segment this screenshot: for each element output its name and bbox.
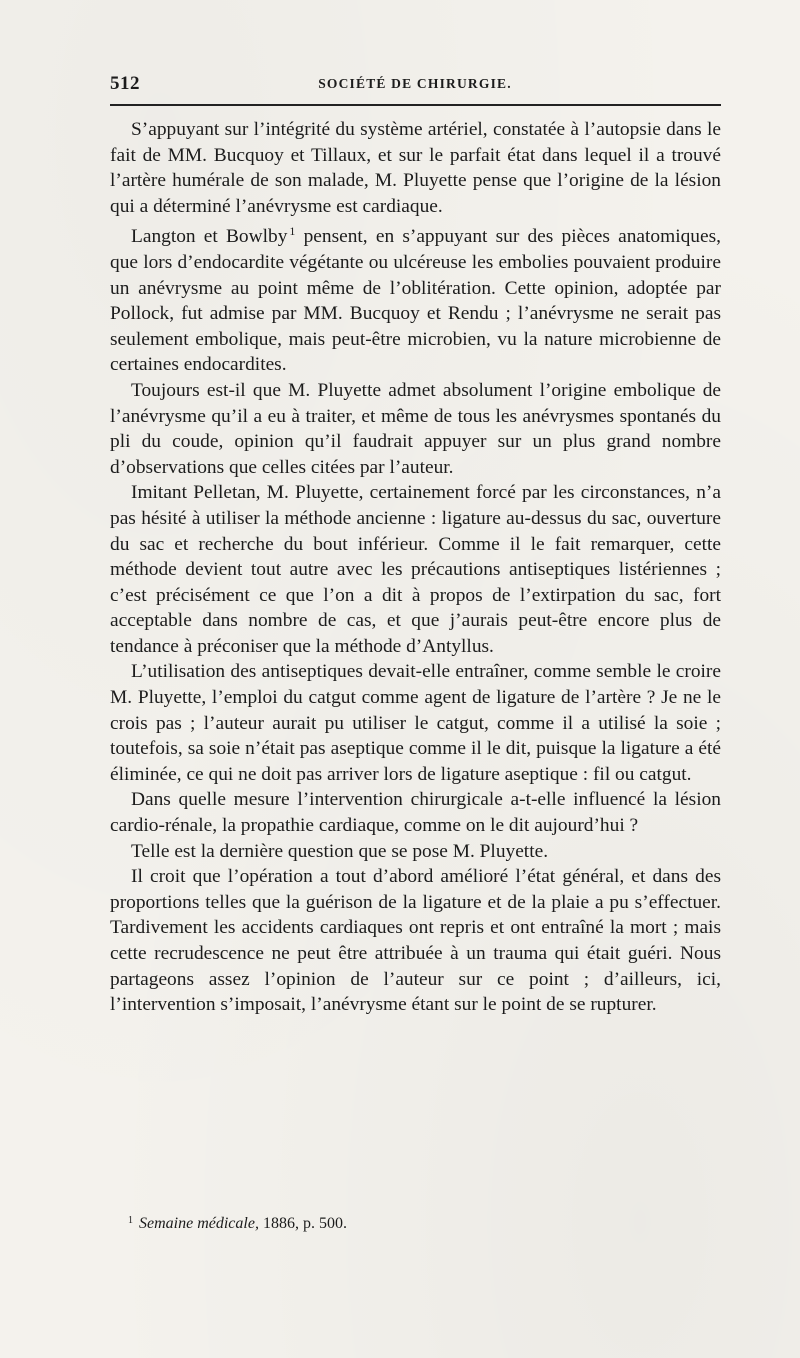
running-head: SOCIÉTÉ DE CHIRURGIE.: [318, 76, 512, 91]
paragraph-last-question: Telle est la dernière question que se pose M. Pluyette.: [131, 840, 549, 862]
langton-text-after-note: pensent, en s’appuyant sur des pièces anatomiques, que lors d’endocardite végétante ou ulcéreuse les embolies pouvaient produire un anévrysme au point même de l’oblitération. Cette opinion, adoptée par Pollock, fut admise par MM. Bucquoy et Rendu ; l’anévrysme ne serait pas seulement embolique, mais peut-être microbien, vu la nature microbienne de certaines endocardites.: [110, 226, 721, 376]
paragraph-embolic-origin: Toujours est-il que M. Pluyette admet absolument l’origine embolique de l’anévrysme qu’il a eu à traiter, et même de tous les anévrysmes spontanés du pli du coude, opinion qu’il faudrait appuyer sur un plus grand nombre d’observations que celles citées par l’auteur.: [110, 379, 721, 478]
footnote-source-title: Semaine médicale,: [139, 1215, 259, 1232]
footnote-mark: 1: [128, 1215, 133, 1226]
page-header: [110, 73, 720, 99]
langton-text-before-note: Langton et Bowlby: [131, 226, 288, 248]
paragraph-intervention-question: Dans quelle mesure l’intervention chirurgicale a-t-elle influencé la lésion cardio-rénale, la propathie cardiaque, comme on le dit aujourd’hui ?: [110, 789, 721, 837]
footnote-citation: 1886, p. 500.: [258, 1215, 347, 1232]
body-text: [110, 117, 721, 1018]
footnote-reference[interactable]: 1: [289, 224, 296, 239]
paragraph-arterial-integrity: S’appuyant sur l’intégrité du système artériel, constatée à l’autopsie dans le fait de MM. Bucquoy et Tillaux, et sur le parfait état dans lequel il a trouvé l’artère humérale de son malade, M. Pluyette pense que l’origine de la lésion qui a déterminé l’anévrysme est cardiaque.: [110, 119, 721, 217]
header-rule: [110, 104, 721, 106]
footnote: [128, 1211, 718, 1234]
paragraph-langton-bowlby: [110, 219, 721, 378]
paragraph-antiseptics: L’utilisation des antiseptiques devait-elle entraîner, comme semble le croire M. Pluyette, l’emploi du catgut comme agent de ligature de l’artère ? Je ne le crois pas ; l’auteur aurait pu utiliser le catgut, comme il a utilisé la soie ; toutefois, sa soie n’était pas aseptique comme il le dit, puisque la ligature a été éliminée, ce qui ne doit pas arriver lors de ligature aseptique : fil ou catgut.: [110, 661, 721, 785]
paragraph-conclusion: Il croit que l’opération a tout d’abord amélioré l’état général, et dans des proportions telles que la guérison de la ligature et de la plaie a pu s’effectuer. Tardivement les accidents cardiaques ont repris et ont entraîné la mort ; mais cette recrudescence ne peut être attribuée à un trauma qui était guéri. Nous partageons assez l’opinion de l’auteur sur ce point ; d’ailleurs, ici, l’intervention s’imposait, l’anévrysme étant sur le point de se rupturer.: [110, 866, 721, 1016]
paragraph-pelletan-method: Imitant Pelletan, M. Pluyette, certainement forcé par les circonstances, n’a pas hésité à utiliser la méthode ancienne : ligature au-dessus du sac, ouverture du sac et recherche du bout inférieur. Comme il le fait remarquer, cette méthode devient tout autre avec les précautions antiseptiques listériennes ; c’est précisément ce que l’on a dit à propos de l’extirpation du sac, fort acceptable dans nombre de cas, et que j’aurais peut-être encore plus de tendance à préconiser que la méthode d’Antyllus.: [110, 482, 721, 657]
page-number: 512: [110, 73, 140, 94]
